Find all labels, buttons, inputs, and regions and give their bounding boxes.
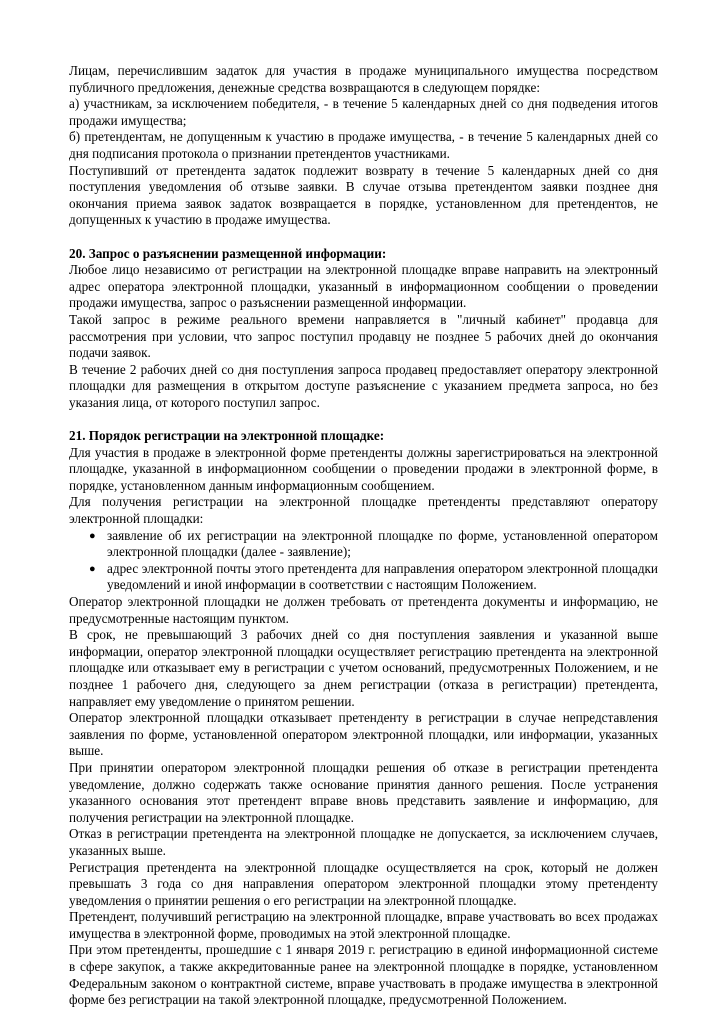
paragraph: Оператор электронной площадки отказывает претенденту в регистрации в случае непредставления заявления по форме, установленной оператором электронной площадки, или информации, указанных выше.: [69, 710, 658, 759]
bullet-list: [69, 528, 658, 594]
list-item: [69, 528, 658, 561]
list-item-text: заявление об их регистрации на электронной площадке по форме, установленной оператором электронной площадки (далее - заявление);: [107, 527, 658, 560]
paragraph: При принятии оператором электронной площадки решения об отказе в регистрации претендента уведомление, должно содержать также основание принятия данного решения. После устранения указанного основания этот претендент вправе вновь представить заявление и информацию, для получения регистрации на электронной площадке.: [69, 759, 658, 825]
paragraph: В течение 2 рабочих дней со дня поступления запроса продавец предоставляет оператору электронной площадки для размещения в открытом доступе разъяснение с указанием предмета запроса, но без указания лица, от которого поступил запрос.: [69, 361, 658, 410]
paragraph: При этом претенденты, прошедшие с 1 января 2019 г. регистрацию в единой информационной системе в сфере закупок, а также аккредитованные ранее на электронной площадке в порядке, установленном Федеральным законом о контрактной системе, вправе участвовать в продаже имущества в электронной форме без регистрации на такой электронной площадке, предусмотренной Положением.: [69, 942, 658, 1008]
section-heading: 21. Порядок регистрации на электронной площадке:: [69, 428, 385, 444]
document-page: [69, 63, 658, 1009]
paragraph: а) участникам, за исключением победителя, - в течение 5 календарных дней со дня подведения итогов продажи имущества;: [69, 96, 658, 128]
paragraph: Любое лицо независимо от регистрации на электронной площадке вправе направить на электронный адрес оператора электронной площадки, указанный в информационном сообщении о проведении продажи имущества, запрос о разъяснении размещенной информации.: [69, 262, 658, 311]
paragraph: Для получения регистрации на электронной площадке претенденты представляют оператору электронной площадки:: [69, 494, 658, 527]
paragraph: Регистрация претендента на электронной площадке осуществляется на срок, который не должен превышать 3 года со дня направления оператором электронной площадки этому претенденту уведомления о принятии решения о его регистрации на электронной площадке.: [69, 859, 658, 908]
paragraph: Такой запрос в режиме реального времени направляется в "личный кабинет" продавца для рассмотрения при условии, что запрос поступил продавцу не позднее 5 рабочих дней до окончания подачи заявок.: [69, 311, 658, 361]
paragraph: В срок, не превышающий 3 рабочих дней со дня поступления заявления и указанной выше информации, оператор электронной площадки осуществляет регистрацию претендента на электронной площадке или отказывает ему в регистрации с учетом оснований, предусмотренных Положением, и не позднее 1 рабочего дня, следующего за днем регистрации (отказа в регистрации) претендента, направляет ему уведомление о принятом решении.: [69, 627, 658, 709]
list-item: [69, 561, 658, 594]
bullet-icon: ●: [89, 529, 96, 542]
paragraph: Лицам, перечислившим задаток для участия в продаже муниципального имущества посредством публичного предложения, денежные средства возвращаются в следующем порядке:: [69, 63, 658, 95]
list-item-text: адрес электронной почты этого претендента для направления оператором электронной площадки уведомлений и иной информации в соответствии с настоящим Положением.: [107, 560, 658, 593]
section-heading: 20. Запрос о разъяснении размещенной информации:: [69, 245, 387, 261]
spacer: [69, 411, 658, 428]
paragraph: Претендент, получивший регистрацию на электронной площадке, вправе участвовать во всех продажах имущества в электронной форме, проводимых на этой электронной площадке.: [69, 909, 658, 941]
spacer: [69, 229, 658, 246]
paragraph: Оператор электронной площадки не должен требовать от претендента документы и информацию, не предусмотренные настоящим пунктом.: [69, 594, 658, 626]
bullet-icon: ●: [89, 562, 96, 575]
paragraph: Отказ в регистрации претендента на электронной площадке не допускается, за исключением случаев, указанных выше.: [69, 826, 658, 858]
paragraph: Для участия в продаже в электронной форме претенденты должны зарегистрироваться на электронной площадке, указанной в информационном сообщении о проведении продажи в электронной форме, в порядке, установленном данным информационным сообщением.: [69, 444, 658, 493]
paragraph: Поступивший от претендента задаток подлежит возврату в течение 5 календарных дней со дня поступления уведомления об отзыве заявки. В случае отзыва претендентом заявки позднее дня окончания приема заявок задаток возвращается в порядке, установленном для претендентов, не допущенных к участию в продаже имущества.: [69, 162, 658, 228]
paragraph: б) претендентам, не допущенным к участию в продаже имущества, - в течение 5 календарных дней со дня подписания протокола о признании претендентов участниками.: [69, 129, 658, 161]
